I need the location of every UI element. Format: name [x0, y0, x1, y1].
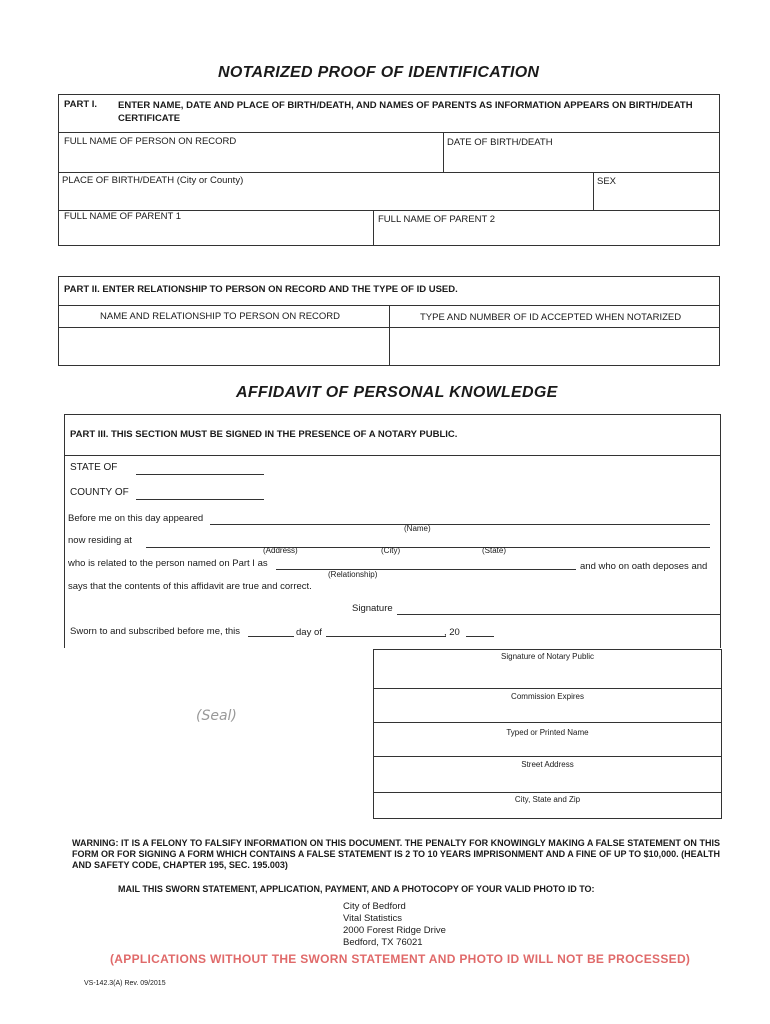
address-line-1: City of Bedford: [343, 901, 406, 912]
part1-instruction: ENTER NAME, DATE AND PLACE OF BIRTH/DEATH, AND NAMES OF PARENTS AS INFORMATION APPEARS ON BIRTH/DEATH CERTIFICATE: [118, 100, 693, 124]
name-caption: (Name): [404, 524, 431, 533]
affidavit-title: AFFIDAVIT OF PERSONAL KNOWLEDGE: [236, 384, 558, 401]
street-caption: Street Address: [521, 760, 574, 769]
state-caption: (State): [482, 546, 507, 555]
parent2-label: FULL NAME OF PARENT 2: [378, 214, 496, 225]
warning-text: WARNING: IT IS A FELONY TO FALSIFY INFORMATION ON THIS DOCUMENT. THE PENALTY FOR KNOWINGLY MAKING A FALSE STATEMENT ON THIS FORM OR FOR SIGNING A FORM WHICH CONTAINS A FALSE STATEMENT IS 2 TO 10 YEARS IMPRISONMENT AND A FINE OF UP TO $10,000. (HEALTH AND SAFETY CODE, CHAPTER 195, SEC. 195.003): [72, 838, 720, 870]
full-name-field[interactable]: [64, 148, 442, 170]
seal-placeholder: (Seal): [196, 708, 237, 724]
notary-signature-line[interactable]: [373, 688, 722, 689]
state-label: STATE OF: [70, 462, 118, 473]
date-label: DATE OF BIRTH/DEATH: [447, 137, 553, 148]
city-state-zip-caption: City, State and Zip: [514, 795, 581, 804]
part2-heading: PART II. ENTER RELATIONSHIP TO PERSON ON RECORD AND THE TYPE OF ID USED.: [64, 284, 458, 295]
red-notice: (APPLICATIONS WITHOUT THE SWORN STATEMENT AND PHOTO ID WILL NOT BE PROCESSED): [110, 952, 691, 966]
deposes-label: and who on oath deposes and: [580, 561, 708, 572]
relationship-input[interactable]: [276, 569, 576, 570]
typed-name-line[interactable]: [373, 756, 722, 757]
id-type-field[interactable]: [393, 330, 717, 364]
part3-heading: PART III. THIS SECTION MUST BE SIGNED IN THE PRESENCE OF A NOTARY PUBLIC.: [70, 429, 458, 440]
mail-instruction: MAIL THIS SWORN STATEMENT, APPLICATION, PAYMENT, AND A PHOTOCOPY OF YOUR VALID PHOTO ID TO:: [118, 884, 595, 894]
city-caption: (City): [381, 546, 401, 555]
relationship-field[interactable]: [62, 330, 386, 364]
part1-label: PART I.: [64, 99, 98, 110]
sworn-text-c: , 20: [444, 627, 460, 638]
place-field[interactable]: [64, 188, 590, 208]
residing-input[interactable]: [146, 547, 710, 548]
sworn-text-a: Sworn to and subscribed before me, this: [70, 626, 241, 637]
related-label: who is related to the person named on Part I as: [68, 558, 268, 569]
county-input[interactable]: [136, 499, 264, 500]
sworn-day-input[interactable]: [248, 636, 294, 637]
county-label: COUNTY OF: [70, 487, 129, 498]
address-caption: (Address): [263, 546, 298, 555]
commission-line[interactable]: [373, 722, 722, 723]
sworn-year-input[interactable]: [466, 636, 494, 637]
notary-signature-caption: Signature of Notary Public: [501, 652, 594, 661]
parent1-field[interactable]: [64, 224, 370, 244]
part2-col2-header: TYPE AND NUMBER OF ID ACCEPTED WHEN NOTARIZED: [420, 312, 682, 323]
relationship-caption: (Relationship): [328, 570, 378, 579]
address-line-4: Bedford, TX 76021: [343, 937, 423, 948]
signature-input[interactable]: [397, 614, 720, 615]
appeared-name-input[interactable]: [210, 524, 710, 525]
signature-label: Signature: [352, 603, 393, 614]
residing-label: now residing at: [68, 535, 132, 546]
part2-col1-header: NAME AND RELATIONSHIP TO PERSON ON RECORD: [100, 311, 341, 322]
state-input[interactable]: [136, 474, 264, 475]
commission-caption: Commission Expires: [511, 692, 584, 701]
place-label: PLACE OF BIRTH/DEATH (City or County): [62, 175, 244, 186]
form-number: VS-142.3(A) Rev. 09/2015: [84, 980, 166, 987]
sworn-month-input[interactable]: [326, 636, 446, 637]
appeared-label: Before me on this day appeared: [68, 513, 204, 524]
mailing-address: [343, 901, 446, 949]
form-title: NOTARIZED PROOF OF IDENTIFICATION: [218, 64, 540, 81]
full-name-label: FULL NAME OF PERSON ON RECORD: [64, 136, 237, 147]
says-text: says that the contents of this affidavit are true and correct.: [68, 581, 312, 592]
date-field[interactable]: [447, 150, 717, 170]
parent1-label: FULL NAME OF PARENT 1: [64, 211, 182, 222]
typed-name-caption: Typed or Printed Name: [506, 728, 589, 737]
sex-field[interactable]: [597, 190, 717, 208]
sex-label: SEX: [597, 176, 617, 187]
street-line[interactable]: [373, 792, 722, 793]
address-line-3: 2000 Forest Ridge Drive: [343, 925, 446, 936]
parent2-field[interactable]: [378, 226, 716, 244]
sworn-text-b: day of: [296, 627, 322, 638]
address-line-2: Vital Statistics: [343, 913, 402, 924]
